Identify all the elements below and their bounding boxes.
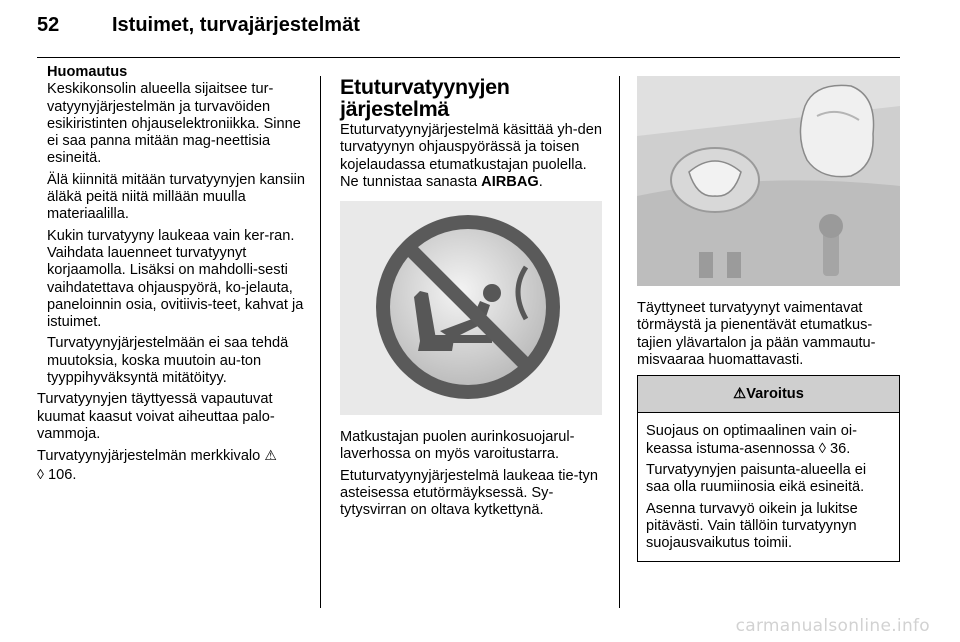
watermark: carmanualsonline.info — [735, 616, 930, 636]
note-block — [37, 64, 305, 387]
warning-triangle-icon: ⚠ — [733, 386, 747, 403]
indicator-text: Turvatyynyjärjestelmän merkkivalo — [37, 448, 261, 465]
body-paragraph-indicator — [37, 447, 305, 484]
chapter-title: Istuimet, turvajärjestelmät — [112, 14, 360, 36]
intro-end: . — [538, 173, 543, 190]
warning-body — [638, 413, 899, 560]
airbag-keyword: AIRBAG — [481, 173, 539, 190]
column-divider-1 — [320, 76, 321, 608]
reference-arrow-icon: ◊ — [37, 465, 44, 482]
page-reference-link[interactable]: 106. — [47, 466, 77, 483]
note-paragraph: Turvatyynyjärjestelmään ei saa tehdä muutoksia, koska muutoin au-ton tyyppihyväksyntä mitätöityy. — [47, 335, 289, 387]
body-paragraph: Turvatyynyjen täyttyessä vapautuvat kuumat kaasut voivat aiheuttaa palo-vammoja. — [37, 391, 275, 442]
child-seat-prohibition-sign-image — [340, 201, 602, 415]
note-paragraph: Kukin turvatyyny laukeaa vain ker-ran. Vaihdata lauenneet turvatyynyt korjaamolla. Lisäksi on mahdolli-sesti vaihdatettava ohjauspyörä, ko-jelauta, paneloinnin osia, ovitiivis-teet, kahvat ja istuimet. — [47, 227, 304, 331]
header-rule — [37, 57, 900, 58]
airbag-warning-icon: ⚠ — [264, 447, 277, 464]
warning-paragraph: Turvatyynyjen paisunta-alueella ei saa olla ruumiinosia eikä esineitä. — [646, 462, 867, 496]
page-number: 52 — [37, 14, 60, 36]
column-3 — [637, 76, 900, 562]
warning-paragraph: Suojaus on optimaalinen vain oi-keassa istuma-asennossa ◊ 36. — [646, 423, 857, 457]
page-header — [0, 0, 960, 58]
warning-title: Varoitus — [746, 386, 804, 403]
column-divider-2 — [619, 76, 620, 608]
section-heading: Etuturvatyynyjen järjestelmä — [340, 75, 510, 121]
note-paragraph: Keskikonsolin alueella sijaitsee tur-vatyynyjärjestelmän ja turvavöiden esikiristinten ohjauselektroniikka. Sinne ei saa panna mitään mag-neettisia esineitä. — [47, 81, 301, 167]
column-2 — [340, 76, 602, 524]
body-paragraph: Matkustajan puolen aurinkosuojarul-laverhossa on myös varoitustarra. — [340, 429, 575, 463]
warning-paragraph: Asenna turvavyö oikein ja lukitse pitävästi. Vain tällöin turvatyynyn suojausvaikutus toimii. — [646, 500, 858, 552]
intro-paragraph — [340, 122, 602, 191]
note-title: Huomautus — [47, 64, 128, 80]
column-1 — [37, 64, 305, 488]
warning-box — [637, 375, 900, 561]
warning-header — [638, 376, 899, 413]
note-paragraph: Älä kiinnitä mitään turvatyynyjen kansiin äläkä peitä niitä millään muulla materiaalilla. — [47, 171, 305, 223]
body-paragraph: Etuturvatyynyjärjestelmä laukeaa tie-tyn asteisessa etutörmäyksessä. Sy-tytysvirran on oltava kytkettynä. — [340, 467, 598, 519]
prohibition-sign-icon — [340, 201, 602, 415]
body-paragraph: Täyttyneet turvatyynyt vaimentavat törmäystä ja pienentävät etumatkus-tajien ylävartalon ja pään vammautu-misvaaraa huomattavasti. — [637, 300, 876, 368]
deployed-airbags-image — [637, 76, 900, 286]
intro-text: Etuturvatyynyjärjestelmä käsittää yh-den turvatyynyn ohjauspyörässä ja toisen kojelaudassa etumatkustajan puolella. Ne tunnistaa sanasta — [340, 122, 602, 190]
airbag-illustration — [637, 76, 900, 286]
